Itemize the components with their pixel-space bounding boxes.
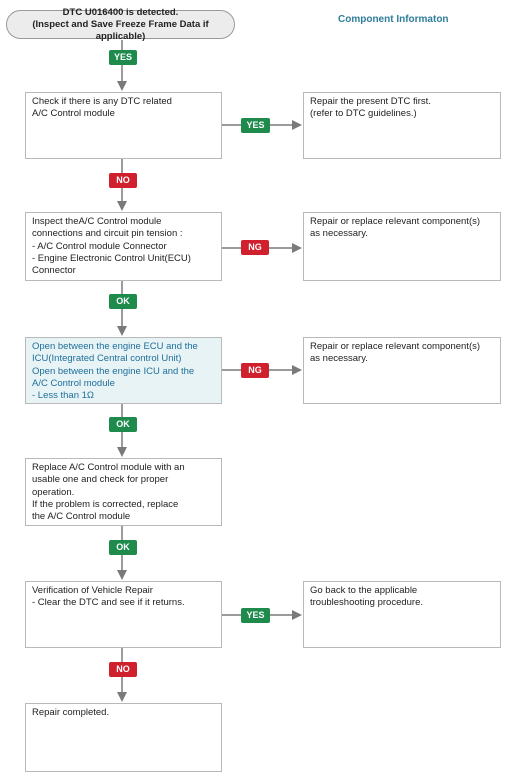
- badge-step3-ng: NG: [241, 363, 269, 378]
- result-repair-present-dtc: Repair the present DTC first. (refer to DTC guidelines.): [303, 92, 501, 159]
- step-open-circuit-check: Open between the engine ECU and the ICU(Integrated Central control Unit) Open between the engine ICU and the A/C Control module - Less than 1Ω: [25, 337, 222, 404]
- badge-step5-no: NO: [109, 662, 137, 677]
- badge-step5-yes: YES: [241, 608, 270, 623]
- start-line1: DTC U016400 is detected.: [62, 6, 179, 18]
- badge-step3-ok: OK: [109, 417, 137, 432]
- step-check-dtc: Check if there is any DTC related A/C Control module: [25, 92, 222, 159]
- step-inspect-connections: Inspect theA/C Control module connections and circuit pin tension : - A/C Control module Connector - Engine Electronic Control Unit(ECU) Connector: [25, 212, 222, 281]
- step-verify-repair: Verification of Vehicle Repair - Clear the DTC and see if it returns.: [25, 581, 222, 648]
- result-repair-replace-2: Repair or replace relevant component(s) as necessary.: [303, 337, 501, 404]
- step-replace-module: Replace A/C Control module with an usable one and check for proper operation. If the problem is corrected, replace the A/C Control module: [25, 458, 222, 526]
- badge-step1-no: NO: [109, 173, 137, 188]
- start-line2: (Inspect and Save Freeze Frame Data if applicable): [32, 18, 209, 42]
- component-information-link[interactable]: Component Informaton: [338, 14, 449, 25]
- badge-step2-ng: NG: [241, 240, 269, 255]
- badge-step4-ok: OK: [109, 540, 137, 555]
- badge-step1-yes: YES: [241, 118, 270, 133]
- badge-start-yes: YES: [109, 50, 137, 65]
- step-repair-completed: Repair completed.: [25, 703, 222, 772]
- result-go-back-troubleshooting: Go back to the applicable troubleshooting procedure.: [303, 581, 501, 648]
- badge-step2-ok: OK: [109, 294, 137, 309]
- result-repair-replace-1: Repair or replace relevant component(s) as necessary.: [303, 212, 501, 281]
- start-terminal: [6, 6, 235, 42]
